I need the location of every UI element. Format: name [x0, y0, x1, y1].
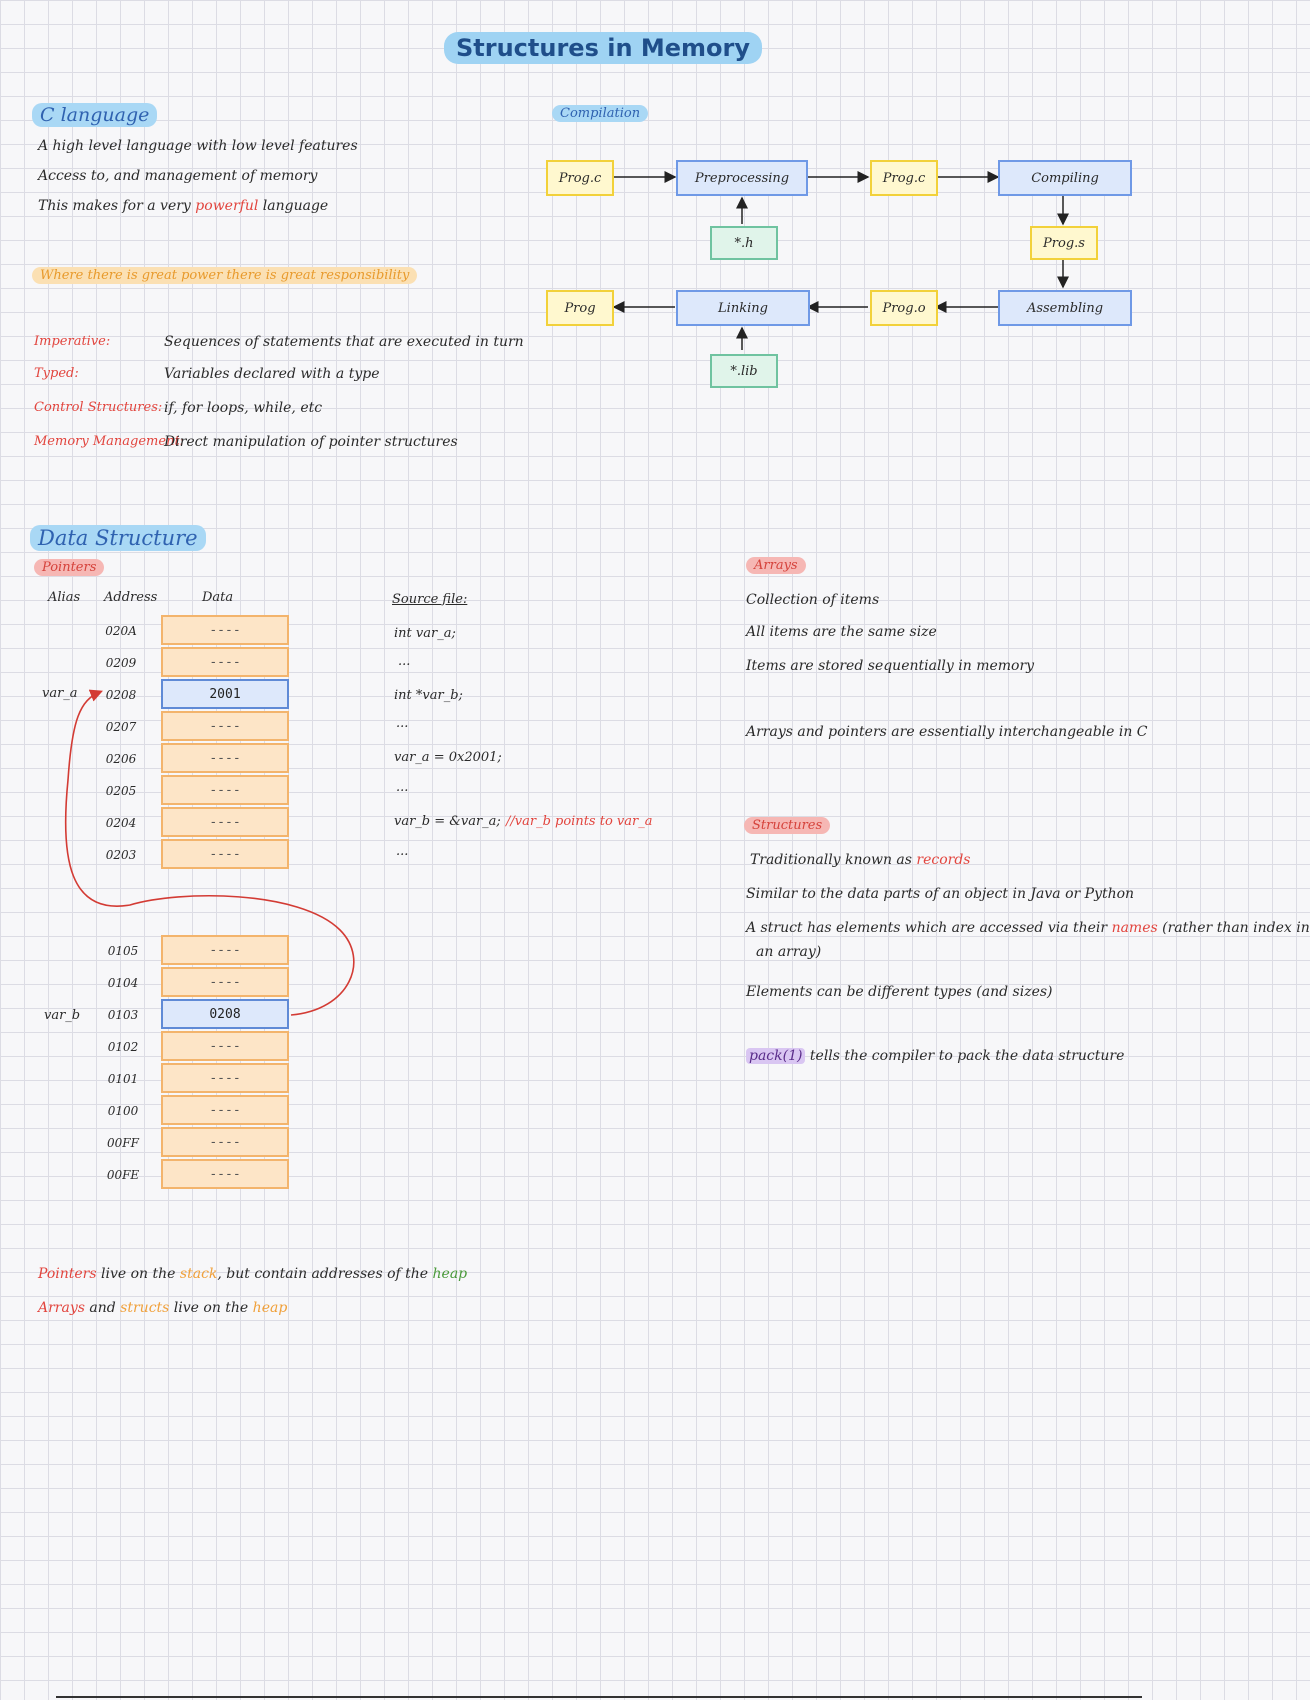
- node-header-files: *.h: [710, 226, 778, 260]
- feature-name-imperative: Imperative:: [34, 334, 111, 349]
- node-assembling: Assembling: [998, 290, 1132, 326]
- stack-cell: ----: [161, 711, 289, 741]
- node-prog-s: Prog.s: [1030, 226, 1098, 260]
- heap-addr: 0104: [107, 976, 139, 990]
- stack-cell: ----: [161, 839, 289, 869]
- source-line: var_b = &var_a;: [394, 814, 501, 829]
- stack-addr: 0205: [105, 784, 137, 798]
- feature-desc-control: if, for loops, while, etc: [164, 400, 323, 416]
- summary-line-1: Pointers live on the stack, but contain addresses of the heap: [38, 1266, 468, 1282]
- col-data: Data: [202, 590, 234, 605]
- heap-cell: ----: [161, 1127, 289, 1157]
- heap-addr: 00FF: [107, 1136, 139, 1150]
- c-language-line-3: This makes for a very powerful language: [38, 198, 329, 214]
- stack-addr: 0208: [105, 688, 137, 702]
- structures-line-3: A struct has elements which are accessed via their names (rather than index in: [746, 920, 1310, 936]
- node-linking: Linking: [676, 290, 810, 326]
- arrays-note: Arrays and pointers are essentially interchangeable in C: [746, 724, 1148, 740]
- source-line: int var_a;: [394, 626, 456, 641]
- stack-cell: ----: [161, 775, 289, 805]
- node-prog-c-source: Prog.c: [546, 160, 614, 196]
- source-line: ...: [398, 654, 411, 669]
- feature-desc-typed: Variables declared with a type: [164, 366, 380, 382]
- node-prog-o: Prog.o: [870, 290, 938, 326]
- c-language-line-1: A high level language with low level features: [38, 138, 358, 154]
- page-bottom-rule: [56, 1696, 1142, 1698]
- heap-cell: ----: [161, 1095, 289, 1125]
- heap-cell: ----: [161, 935, 289, 965]
- c-language-heading: C language: [32, 104, 157, 126]
- source-line: var_a = 0x2001;: [394, 750, 502, 765]
- stack-cell: ----: [161, 807, 289, 837]
- pointer-arrow: [0, 0, 400, 1100]
- source-file-heading: Source file:: [392, 592, 468, 607]
- arrays-heading: Arrays: [746, 558, 806, 573]
- structures-line-2: Similar to the data parts of an object in Java or Python: [746, 886, 1135, 902]
- heap-cell: ----: [161, 1063, 289, 1093]
- heap-addr: 0100: [107, 1104, 139, 1118]
- stack-addr: 0206: [105, 752, 137, 766]
- source-comment: //var_b points to var_a: [506, 814, 653, 829]
- source-line: ...: [396, 780, 409, 795]
- heap-addr: 0101: [107, 1072, 139, 1086]
- arrays-line-2: All items are the same size: [746, 624, 937, 640]
- heap-addr: 00FE: [106, 1168, 140, 1182]
- heap-cell-var-b: 0208: [161, 999, 289, 1029]
- feature-name-control: Control Structures:: [34, 400, 163, 415]
- source-line: int *var_b;: [394, 688, 463, 703]
- data-structure-heading: Data Structure: [30, 526, 206, 550]
- stack-cell: ----: [161, 647, 289, 677]
- stack-cell-var-a: 2001: [161, 679, 289, 709]
- pointers-heading: Pointers: [34, 560, 104, 575]
- heap-addr: 0105: [107, 944, 139, 958]
- feature-name-typed: Typed:: [34, 366, 79, 381]
- feature-name-memory: Memory Management:: [34, 434, 185, 449]
- node-preprocessing: Preprocessing: [676, 160, 808, 196]
- arrays-line-1: Collection of items: [746, 592, 880, 608]
- source-line: ...: [396, 844, 409, 859]
- feature-desc-imperative: Sequences of statements that are executed in turn: [164, 334, 524, 350]
- col-address: Address: [104, 590, 158, 605]
- stack-addr: 0204: [105, 816, 137, 830]
- structures-line-4: Elements can be different types (and sizes): [746, 984, 1053, 1000]
- alias-var-a: var_a: [42, 686, 78, 701]
- structures-line-3b: an array): [756, 944, 822, 960]
- stack-addr: 0203: [105, 848, 137, 862]
- arrays-line-3: Items are stored sequentially in memory: [746, 658, 1035, 674]
- heap-cell: ----: [161, 1031, 289, 1061]
- heap-cell: ----: [161, 1159, 289, 1189]
- alias-var-b: var_b: [44, 1008, 81, 1023]
- stack-cell: ----: [161, 743, 289, 773]
- structures-line-5: pack(1) tells the compiler to pack the data structure: [746, 1048, 1124, 1064]
- node-lib-files: *.lib: [710, 354, 778, 388]
- summary-line-2: Arrays and structs live on the heap: [38, 1300, 288, 1316]
- c-language-line-2: Access to, and management of memory: [38, 168, 318, 184]
- heap-addr: 0103: [107, 1008, 139, 1022]
- structures-line-1: Traditionally known as records: [750, 852, 971, 868]
- heap-cell: ----: [161, 967, 289, 997]
- node-prog-c-preprocessed: Prog.c: [870, 160, 938, 196]
- stack-addr: 020A: [105, 624, 137, 638]
- stack-addr: 0207: [105, 720, 137, 734]
- feature-desc-memory: Direct manipulation of pointer structures: [164, 434, 458, 450]
- responsibility-quote: Where there is great power there is great responsibility: [32, 268, 417, 283]
- heap-addr: 0102: [107, 1040, 139, 1054]
- col-alias: Alias: [48, 590, 81, 605]
- stack-cell: ----: [161, 615, 289, 645]
- source-line: ...: [396, 716, 409, 731]
- structures-heading: Structures: [744, 818, 830, 833]
- node-compiling: Compiling: [998, 160, 1132, 196]
- node-prog-executable: Prog: [546, 290, 614, 326]
- compilation-heading: Compilation: [552, 106, 648, 121]
- page-title: Structures in Memory: [444, 32, 762, 64]
- stack-addr: 0209: [105, 656, 137, 670]
